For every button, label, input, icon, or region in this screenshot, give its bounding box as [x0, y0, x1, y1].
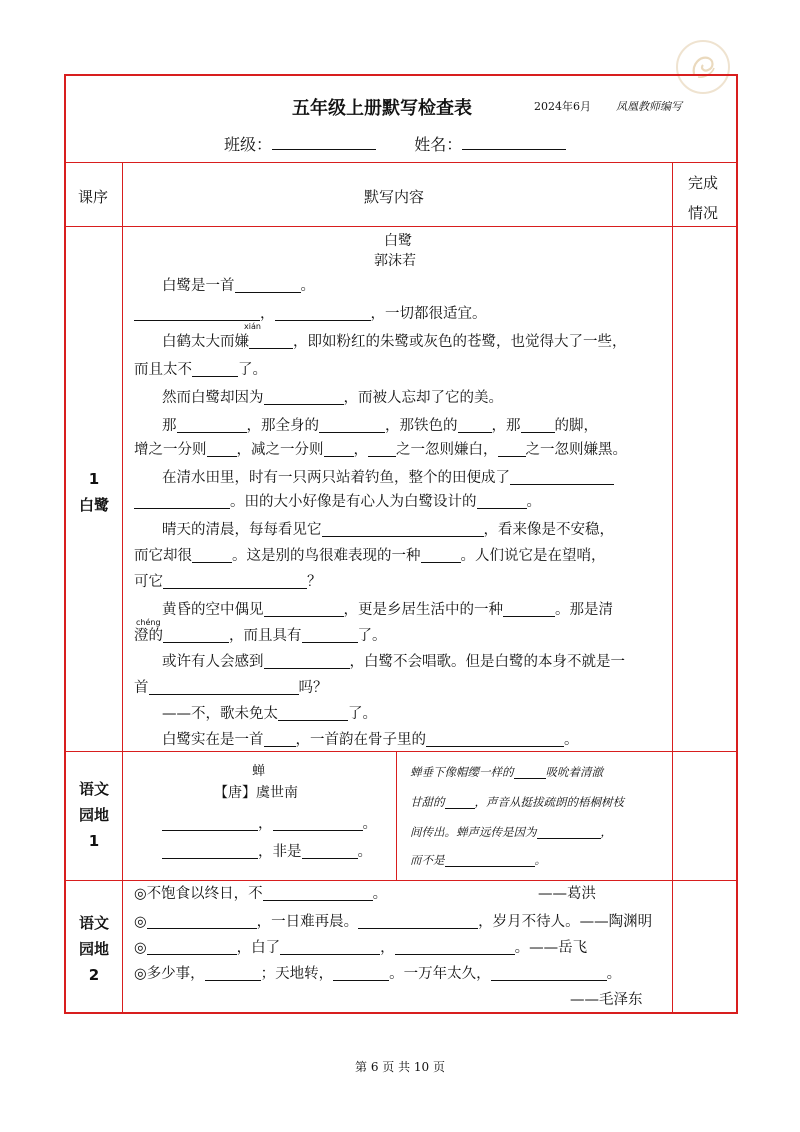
quote-1-author: ——葛洪 [538, 886, 596, 902]
line-8: 在清水田里，时有一只两只站着钓鱼，整个的田便成了 [162, 468, 614, 488]
blank[interactable] [477, 493, 527, 509]
dictation-check-table [64, 74, 738, 1014]
blank[interactable] [275, 305, 371, 321]
line-17: ——不，歌未免太 了。 [162, 706, 377, 722]
cicada-note-4: 而不是 。 [410, 853, 546, 867]
blank[interactable] [147, 913, 257, 929]
line-6: 那 ，那全身的 ，那铁色的 ，那 的脚， [162, 418, 598, 434]
line-3: 白鹤太大而嫌 ，即如粉红的朱鹭或灰色的苍鹭，也觉得大了一些， [162, 334, 627, 350]
blank[interactable] [207, 441, 237, 457]
page-number: 第 6 页 共 10 页 [355, 1060, 445, 1074]
line-7: 增之一分则 ，减之一分则 ， 之一忽则嫌白， 之一忽则嫌黑。 [134, 442, 627, 458]
cicada-note-1: 蝉垂下像帽缨一样的 吸吮着清澈 [410, 765, 603, 779]
blank[interactable] [205, 965, 261, 981]
poem-title: 白鹭 [384, 233, 412, 249]
name-label: 姓名： [414, 135, 463, 154]
blank[interactable] [264, 601, 344, 617]
blank[interactable] [302, 843, 358, 859]
quote-2: ◎ ，一日难再晨。 ，岁月不待人。——陶渊明 [134, 914, 653, 930]
blank[interactable] [426, 731, 564, 747]
blank[interactable] [358, 913, 478, 929]
line-18: 白鹭实在是一首 ，一首韵在骨子里的 。 [162, 732, 579, 748]
blank[interactable] [395, 939, 515, 955]
col-status-header-a: 完成 [688, 174, 719, 192]
author-label: 凤凰教师编写 [616, 100, 682, 113]
blank[interactable] [192, 547, 232, 563]
garden1-label: 语文 园地 1 [78, 780, 109, 850]
page-title: 五年级上册默写检查表 [292, 98, 472, 119]
line-10: 晴天的清晨，每每看见它 ，看来像是不安稳， [162, 522, 614, 538]
blank[interactable] [319, 417, 385, 433]
blank[interactable] [177, 417, 247, 433]
lesson1-label [66, 466, 122, 518]
line-13: 黄昏的空中偶见 ，更是乡居生活中的一种 。那是清 [162, 602, 613, 618]
blank[interactable] [149, 679, 299, 695]
blank[interactable] [445, 854, 535, 867]
blank[interactable] [521, 417, 555, 433]
col-content-header: 默写内容 [364, 188, 425, 206]
cicada-poem-author: 【唐】虞世南 [214, 785, 298, 801]
blank[interactable] [491, 965, 607, 981]
blank[interactable] [147, 939, 237, 955]
line-9: 。田的大小好像是有心人为白鹭设计的 。 [134, 492, 541, 512]
line-16: 首 吗？ [134, 680, 328, 696]
blank[interactable] [278, 705, 348, 721]
blank[interactable] [134, 493, 230, 509]
class-label: 班级： [224, 135, 273, 154]
blank[interactable] [162, 843, 258, 859]
lesson1-name: 白鹭 [78, 496, 109, 514]
blank[interactable] [333, 965, 389, 981]
blank[interactable] [510, 469, 614, 485]
blank[interactable] [514, 766, 546, 779]
line-11: 而它却很 。这是别的鸟很难表现的一种 。人们说它是在望哨， [134, 548, 606, 564]
quote-4-author: ——毛泽东 [570, 992, 643, 1008]
line-2: ， ，一切都很适宜。 [134, 304, 487, 324]
blank[interactable] [134, 305, 260, 321]
blank[interactable] [503, 601, 555, 617]
class-name-row [224, 132, 566, 155]
quote-3: ◎ ，白了 ， 。——岳飞 [134, 940, 588, 956]
date-label: 2024年6月 [534, 100, 591, 113]
poem-author: 郭沫若 [374, 253, 416, 269]
name-blank[interactable] [462, 135, 566, 150]
blank[interactable] [324, 441, 354, 457]
blank[interactable] [445, 796, 475, 809]
quote-1: ◎不饱食以终日，不 。 [134, 886, 388, 902]
blank[interactable] [421, 547, 461, 563]
col-status-header-b: 情况 [688, 204, 719, 222]
blank[interactable] [235, 277, 301, 293]
blank[interactable] [263, 885, 373, 901]
pinyin-cheng: chéng [136, 618, 161, 627]
blank[interactable] [537, 826, 601, 839]
blank[interactable] [163, 627, 229, 643]
cicada-note-3: 间传出。蝉声远传是因为 ， [410, 825, 612, 839]
line-15: 或许有人会感到 ，白鹭不会唱歌。但是白鹭的本身不就是一 [162, 654, 625, 670]
blank[interactable] [162, 815, 258, 831]
line-12: 可它 ？ [134, 574, 322, 590]
pinyin-xian: xián [244, 322, 261, 331]
blank[interactable] [273, 815, 363, 831]
blank[interactable] [249, 333, 293, 349]
cicada-line-1: ， 。 [162, 814, 377, 834]
blank[interactable] [192, 361, 238, 377]
blank[interactable] [264, 731, 296, 747]
line-4: 而且太不 了。 [134, 362, 267, 378]
quote-4: ◎多少事， ；天地转， 。一万年太久， 。 [134, 966, 622, 982]
garden2-label: 语文 园地 2 [78, 914, 109, 984]
cicada-note-2: 甘甜的 ，声音从挺拔疏朗的梧桐树枝 [410, 795, 624, 809]
col-lesson-header: 课序 [78, 188, 109, 206]
line-1: 白鹭是一首 。 [162, 278, 315, 294]
line-14: 澄的 ，而且具有 了。 [134, 628, 387, 644]
blank[interactable] [498, 441, 526, 457]
blank[interactable] [322, 521, 484, 537]
line-5: 然而白鹭却因为 ，而被人忘却了它的美。 [162, 390, 503, 406]
blank[interactable] [302, 627, 358, 643]
cicada-line-2: ，非是 。 [162, 842, 372, 862]
blank[interactable] [280, 939, 380, 955]
blank[interactable] [264, 389, 344, 405]
blank[interactable] [264, 653, 350, 669]
blank[interactable] [163, 573, 307, 589]
class-blank[interactable] [272, 135, 376, 150]
cicada-poem-title: 蝉 [252, 764, 266, 779]
blank[interactable] [368, 441, 396, 457]
blank[interactable] [458, 417, 492, 433]
lesson1-number: 1 [88, 470, 100, 488]
